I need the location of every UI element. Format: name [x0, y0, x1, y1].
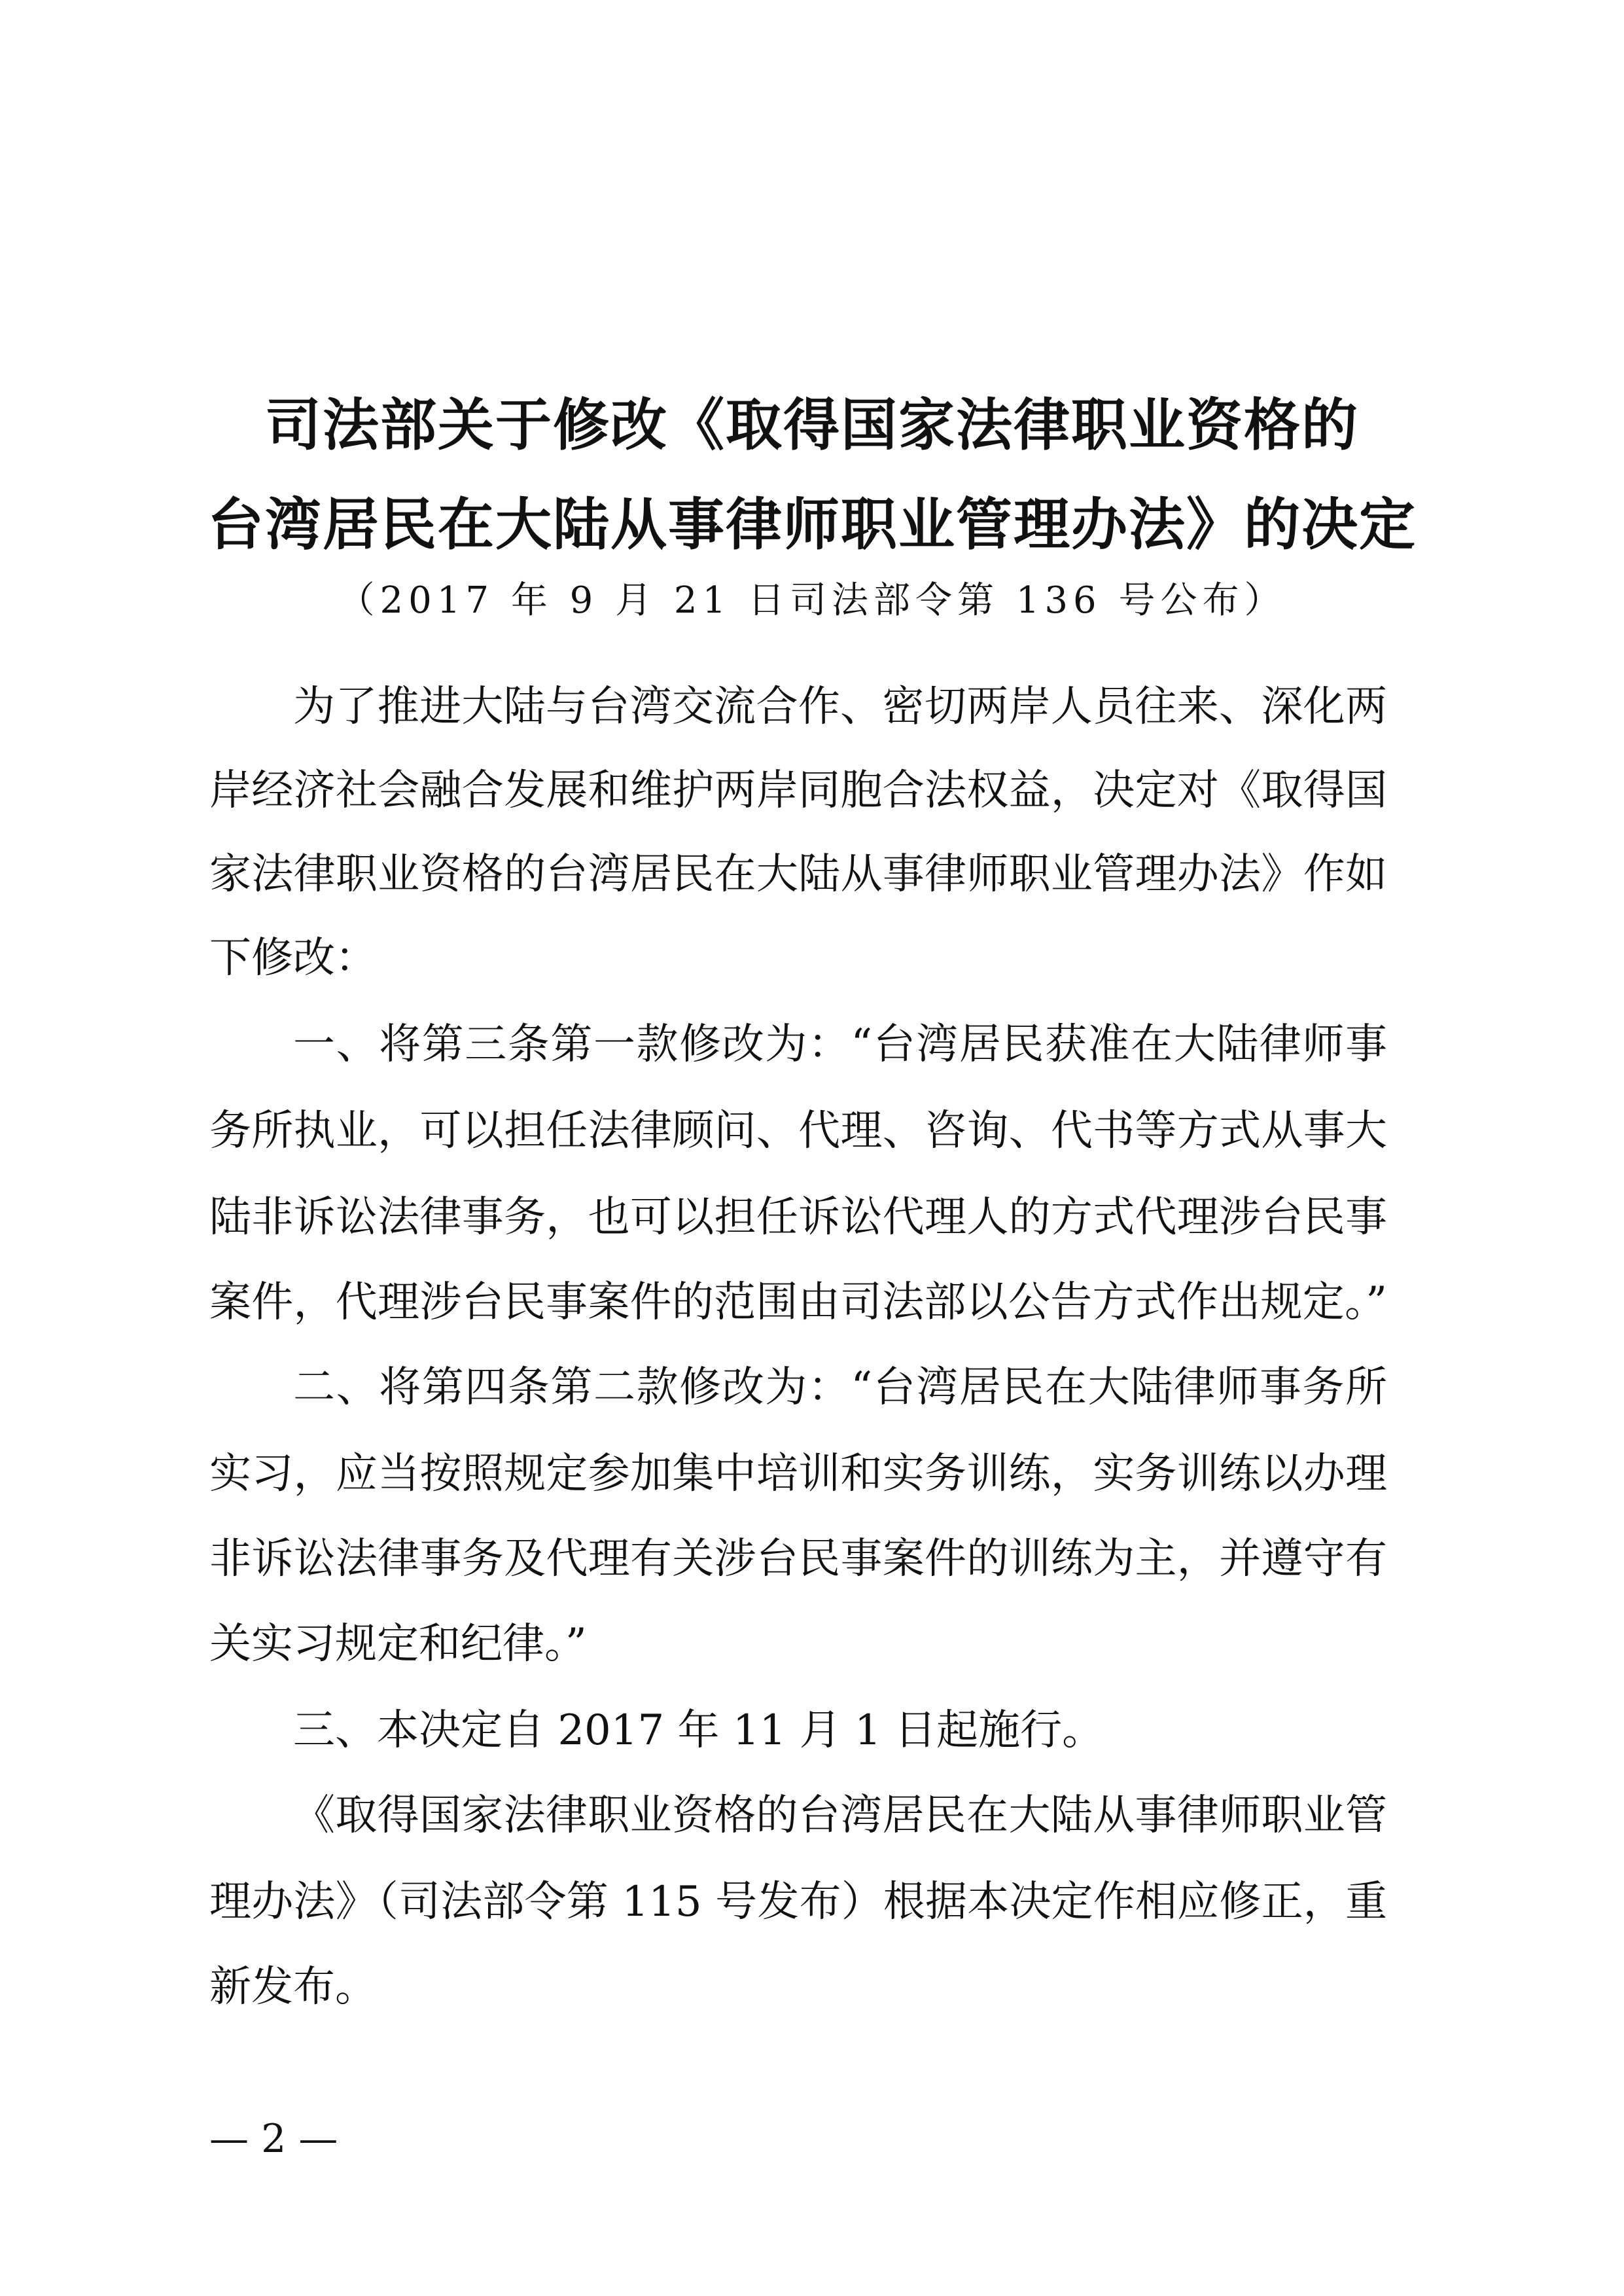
paragraph-5-line-1: 《取得国家法律职业资格的台湾居民在大陆从事律师职业管	[293, 1791, 1387, 1840]
document-subtitle: （2017 年 9 月 21 日司法部令第 136 号公布）	[338, 579, 1286, 622]
paragraph-3-line-3: 非诉讼法律事务及代理有关涉台民事案件的训练为主，并遵守有	[209, 1535, 1387, 1583]
paragraph-1-line-2: 岸经济社会融合发展和维护两岸同胞合法权益，决定对《取得国	[209, 766, 1387, 815]
paragraph-3-line-1: 二、将第四条第二款修改为：“台湾居民在大陆律师事务所	[293, 1363, 1387, 1412]
paragraph-2-line-2: 务所执业，可以担任法律顾问、代理、咨询、代书等方式从事大	[209, 1107, 1387, 1155]
document-title-line-2: 台湾居民在大陆从事律师职业管理办法》的决定	[207, 492, 1417, 558]
paragraph-2-line-3: 陆非诉讼法律事务，也可以担任诉讼代理人的方式代理涉台民事	[209, 1193, 1387, 1242]
paragraph-2-line-1: 一、将第三条第一款修改为：“台湾居民获准在大陆律师事	[293, 1020, 1387, 1069]
page-number: — 2 —	[209, 2116, 338, 2162]
paragraph-5-line-3: 新发布。	[209, 1963, 377, 2011]
paragraph-3-line-4: 关实习规定和纪律。”	[209, 1620, 587, 1668]
paragraph-2-line-4: 案件，代理涉台民事案件的范围由司法部以公告方式作出规定。”	[209, 1278, 1387, 1327]
document-title-line-1: 司法部关于修改《取得国家法律职业资格的	[265, 393, 1359, 458]
paragraph-3-line-2: 实习，应当按照规定参加集中培训和实务训练，实务训练以办理	[209, 1450, 1387, 1498]
paragraph-4-line-1: 三、本决定自 2017 年 11 月 1 日起施行。	[293, 1706, 1104, 1755]
paragraph-1-line-3: 家法律职业资格的台湾居民在大陆从事律师职业管理办法》作如	[209, 850, 1387, 899]
paragraph-1-line-1: 为了推进大陆与台湾交流合作、密切两岸人员往来、深化两	[293, 683, 1387, 731]
paragraph-5-line-2: 理办法》（司法部令第 115 号发布）根据本决定作相应修正，重	[209, 1878, 1387, 1926]
paragraph-1-line-4: 下修改：	[209, 934, 377, 982]
